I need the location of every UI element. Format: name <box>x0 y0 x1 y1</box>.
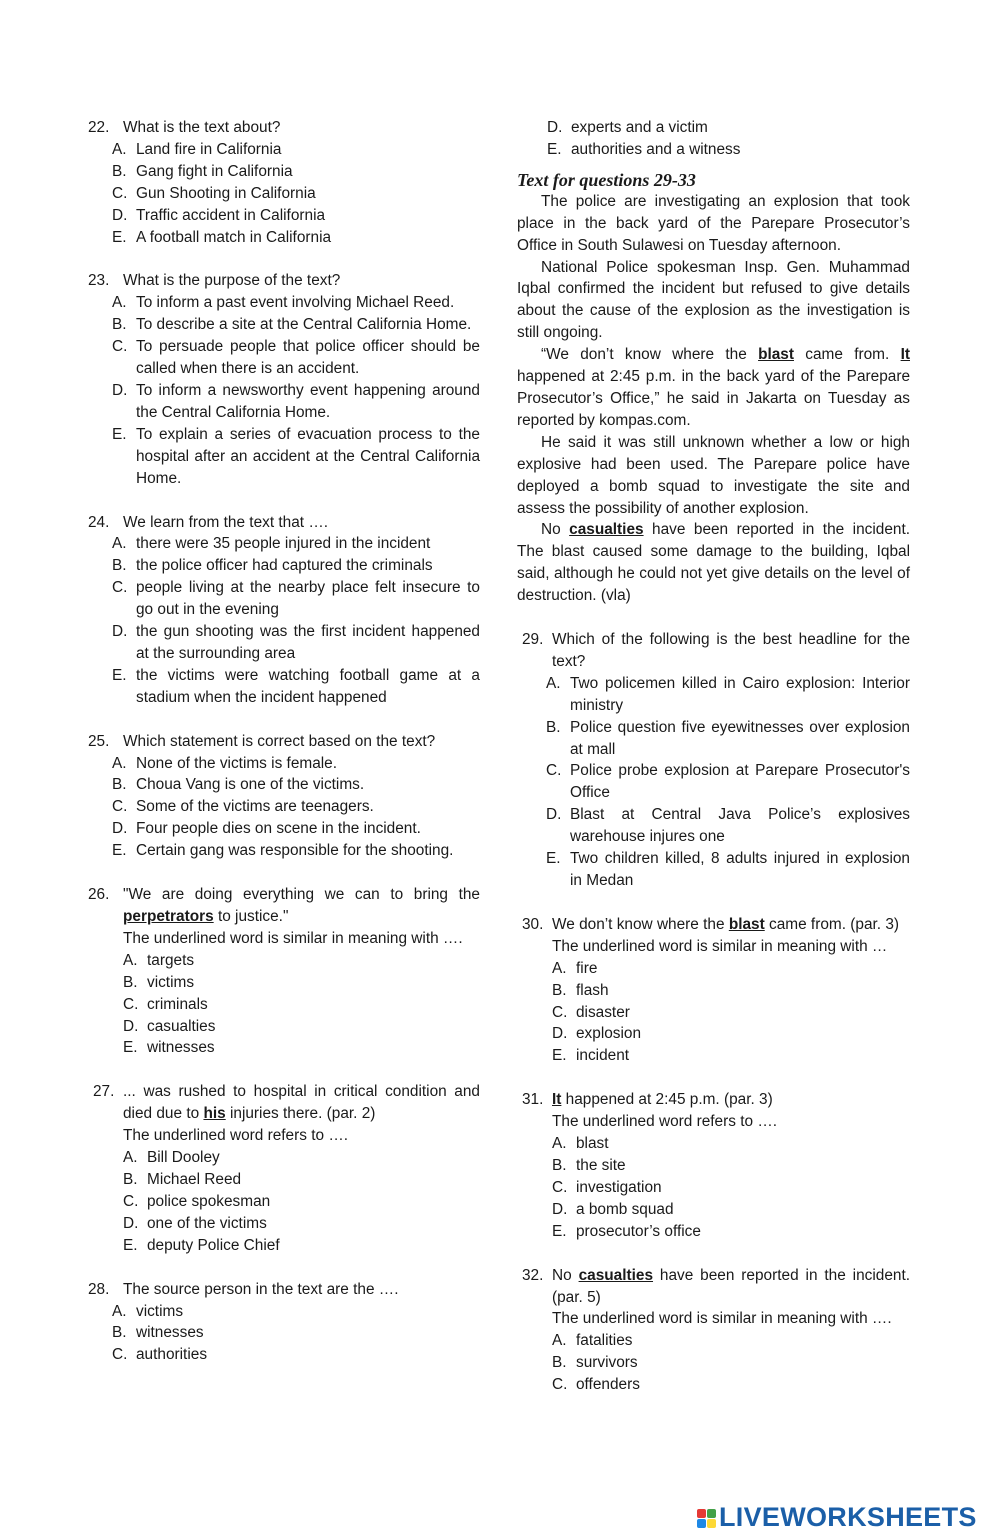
option[interactable]: B. flash <box>552 981 609 999</box>
option[interactable]: C. To persuade people that police officer should be called when there is an accident. <box>112 338 480 378</box>
left-column <box>88 117 480 1366</box>
option[interactable]: D. experts and a victim <box>547 119 708 136</box>
logo-square <box>697 1509 706 1518</box>
option[interactable]: D. To inform a newsworthy event happening around the Central California Home. <box>112 381 480 421</box>
option[interactable]: C. people living at the nearby place felt insecure to go out in the evening <box>112 579 480 619</box>
option[interactable]: E. the victims were watching football game at a stadium when the incident happened <box>112 666 480 706</box>
question-number: 31. <box>522 1091 544 1109</box>
question-number: 24. <box>88 513 110 531</box>
option[interactable]: D. one of the victims <box>123 1214 267 1232</box>
option[interactable]: B. Police question five eyewitnesses over explosion at mall <box>546 718 910 758</box>
option[interactable]: B. Michael Reed <box>123 1170 242 1188</box>
underlined-word: It <box>552 1091 562 1109</box>
option[interactable]: B. the police officer had captured the criminals <box>112 557 433 575</box>
option[interactable]: A. there were 35 people injured in the incident <box>112 535 431 553</box>
option[interactable]: E. A football match in California <box>112 228 332 246</box>
right-column <box>517 117 910 1396</box>
option[interactable]: D. Blast at Central Java Police’s explosives warehouse injures one <box>546 806 910 846</box>
question-28 <box>88 1279 480 1301</box>
option[interactable]: B. To describe a site at the Central California Home. <box>112 316 472 334</box>
option[interactable]: A. Bill Dooley <box>123 1149 220 1167</box>
paragraph: He said it was still unknown whether a low or high explosive had been used. The Parepare police have deployed a bomb squad to investigate the site and assess the possibility of another explosion. <box>517 433 910 517</box>
option[interactable]: C. criminals <box>123 995 208 1013</box>
option[interactable]: B. victims <box>123 973 195 991</box>
question-number: 25. <box>88 732 110 750</box>
option[interactable]: C. authorities <box>112 1346 208 1364</box>
question-number: 27. <box>93 1083 115 1101</box>
question-30: 30. We don’t know where the blast came from. (par. 3) <box>517 914 910 936</box>
question-text: What is the text about? <box>123 119 281 136</box>
option[interactable]: E. prosecutor’s office <box>552 1222 701 1240</box>
underlined-word: blast <box>758 346 794 364</box>
question-number: 22. <box>88 119 110 136</box>
option[interactable]: D. a bomb squad <box>552 1200 674 1218</box>
option[interactable]: E. Certain gang was responsible for the shooting. <box>112 842 454 860</box>
option[interactable]: D. Traffic accident in California <box>112 206 326 224</box>
question-number: 26. <box>88 886 110 904</box>
liveworksheets-logo[interactable] <box>697 1503 977 1533</box>
option[interactable]: A. victims <box>112 1302 184 1320</box>
question-29 <box>517 629 910 673</box>
paragraph: No casualties have been reported in the incident. The blast caused some damage to the building, Iqbal said, although he could not yet give details on the level of destruction. (vla) <box>517 521 910 605</box>
paragraph: “We don’t know where the blast came from. It happened at 2:45 p.m. in the back yard of the Parepare Prosecutor’s Office,” he said in Jakarta on Tuesday as reported by kompas.com. <box>517 346 910 429</box>
option[interactable]: A. To inform a past event involving Michael Reed. <box>112 294 455 312</box>
question-31: 31. It happened at 2:45 p.m. (par. 3) <box>517 1089 910 1111</box>
question-number: 23. <box>88 272 110 290</box>
option[interactable]: E. deputy Police Chief <box>123 1236 280 1254</box>
option[interactable]: C. offenders <box>552 1376 640 1394</box>
option[interactable]: A. fatalities <box>552 1332 633 1350</box>
question-number: 29. <box>522 631 544 649</box>
question-number: 32. <box>522 1266 544 1284</box>
question-prompt: The underlined word refers to …. <box>552 1113 777 1131</box>
question-prompt: The underlined word is similar in meaning with … <box>552 937 888 955</box>
question-text: What is the purpose of the text? <box>123 272 341 290</box>
paragraph: The police are investigating an explosion that took place in the back yard of the Parepare Prosecutor’s Office in South Sulawesi on Tuesday afternoon. <box>517 192 910 254</box>
question-23 <box>88 270 480 292</box>
underlined-word: his <box>203 1105 226 1123</box>
logo-text: LIVEWORKSHEETS <box>719 1502 977 1533</box>
option[interactable]: D. Four people dies on scene in the incident. <box>112 820 421 838</box>
option[interactable]: C. Gun Shooting in California <box>112 184 316 202</box>
reading-heading: Text for questions 29-33 <box>517 169 696 190</box>
question-26: 26. "We are doing everything we can to bring the perpetrators to justice." <box>88 886 480 925</box>
underlined-word: It <box>900 346 910 364</box>
option[interactable]: A. Two policemen killed in Cairo explosion: Interior ministry <box>546 674 910 714</box>
question-24 <box>88 512 480 534</box>
option[interactable]: C. investigation <box>552 1178 662 1196</box>
option[interactable]: A. None of the victims is female. <box>112 754 338 772</box>
question-text: Which of the following is the best headline for the text? <box>552 631 910 670</box>
option[interactable]: E. authorities and a witness <box>547 140 741 158</box>
option[interactable]: E. incident <box>552 1047 630 1065</box>
option[interactable]: A. Land fire in California <box>112 140 282 158</box>
question-27: 27. ... was rushed to hospital in critical condition and died due to his injuries there. (par. 2) <box>93 1083 480 1123</box>
underlined-word: perpetrators <box>123 908 214 925</box>
question-number: 28. <box>88 1280 110 1298</box>
option[interactable]: B. the site <box>552 1156 626 1174</box>
option[interactable]: C. police spokesman <box>123 1192 271 1210</box>
option[interactable]: A. fire <box>552 959 598 977</box>
option[interactable]: C. Police probe explosion at Parepare Prosecutor's Office <box>546 762 910 802</box>
question-32: 32. No casualties have been reported in the incident. (par. 5) <box>522 1266 911 1306</box>
option[interactable]: B. Gang fight in California <box>112 162 293 180</box>
logo-grid-icon <box>697 1509 716 1528</box>
option[interactable]: D. the gun shooting was the first incident happened at the surrounding area <box>112 623 480 662</box>
underlined-word: blast <box>728 915 765 933</box>
option[interactable]: B. survivors <box>552 1354 638 1372</box>
option[interactable]: C. Some of the victims are teenagers. <box>112 798 374 816</box>
question-22 <box>88 117 480 139</box>
logo-square <box>707 1519 716 1528</box>
option[interactable]: A. targets <box>123 951 195 969</box>
logo-square <box>707 1509 716 1518</box>
question-text: Which statement is correct based on the text? <box>123 732 436 750</box>
question-text: The source person in the text are the …. <box>123 1280 399 1298</box>
paragraph: National Police spokesman Insp. Gen. Muhammad Iqbal confirmed the incident but refused to give details about the cause of the explosion as the investigation is still ongoing. <box>517 258 910 342</box>
option[interactable]: A. blast <box>552 1135 609 1153</box>
underlined-word: casualties <box>578 1266 654 1284</box>
question-25 <box>88 731 480 753</box>
logo-square <box>697 1519 706 1528</box>
option[interactable]: E. Two children killed, 8 adults injured in explosion in Medan <box>546 850 910 889</box>
option[interactable]: D. explosion <box>552 1025 642 1043</box>
option[interactable]: E. witnesses <box>123 1039 215 1057</box>
question-prompt: The underlined word refers to …. <box>123 1127 348 1145</box>
question-number: 30. <box>522 915 544 933</box>
option[interactable]: E. To explain a series of evacuation process to the hospital after an accident at the Central California Home. <box>112 425 480 487</box>
question-prompt: The underlined word is similar in meaning with …. <box>123 929 463 947</box>
option[interactable]: B. witnesses <box>112 1324 204 1342</box>
option[interactable]: D. casualties <box>123 1017 216 1035</box>
option[interactable]: B. Choua Vang is one of the victims. <box>112 776 365 794</box>
question-text: We learn from the text that …. <box>123 513 329 531</box>
underlined-word: casualties <box>569 521 644 539</box>
question-prompt: The underlined word is similar in meaning with …. <box>552 1310 892 1328</box>
option[interactable]: C. disaster <box>552 1003 630 1021</box>
